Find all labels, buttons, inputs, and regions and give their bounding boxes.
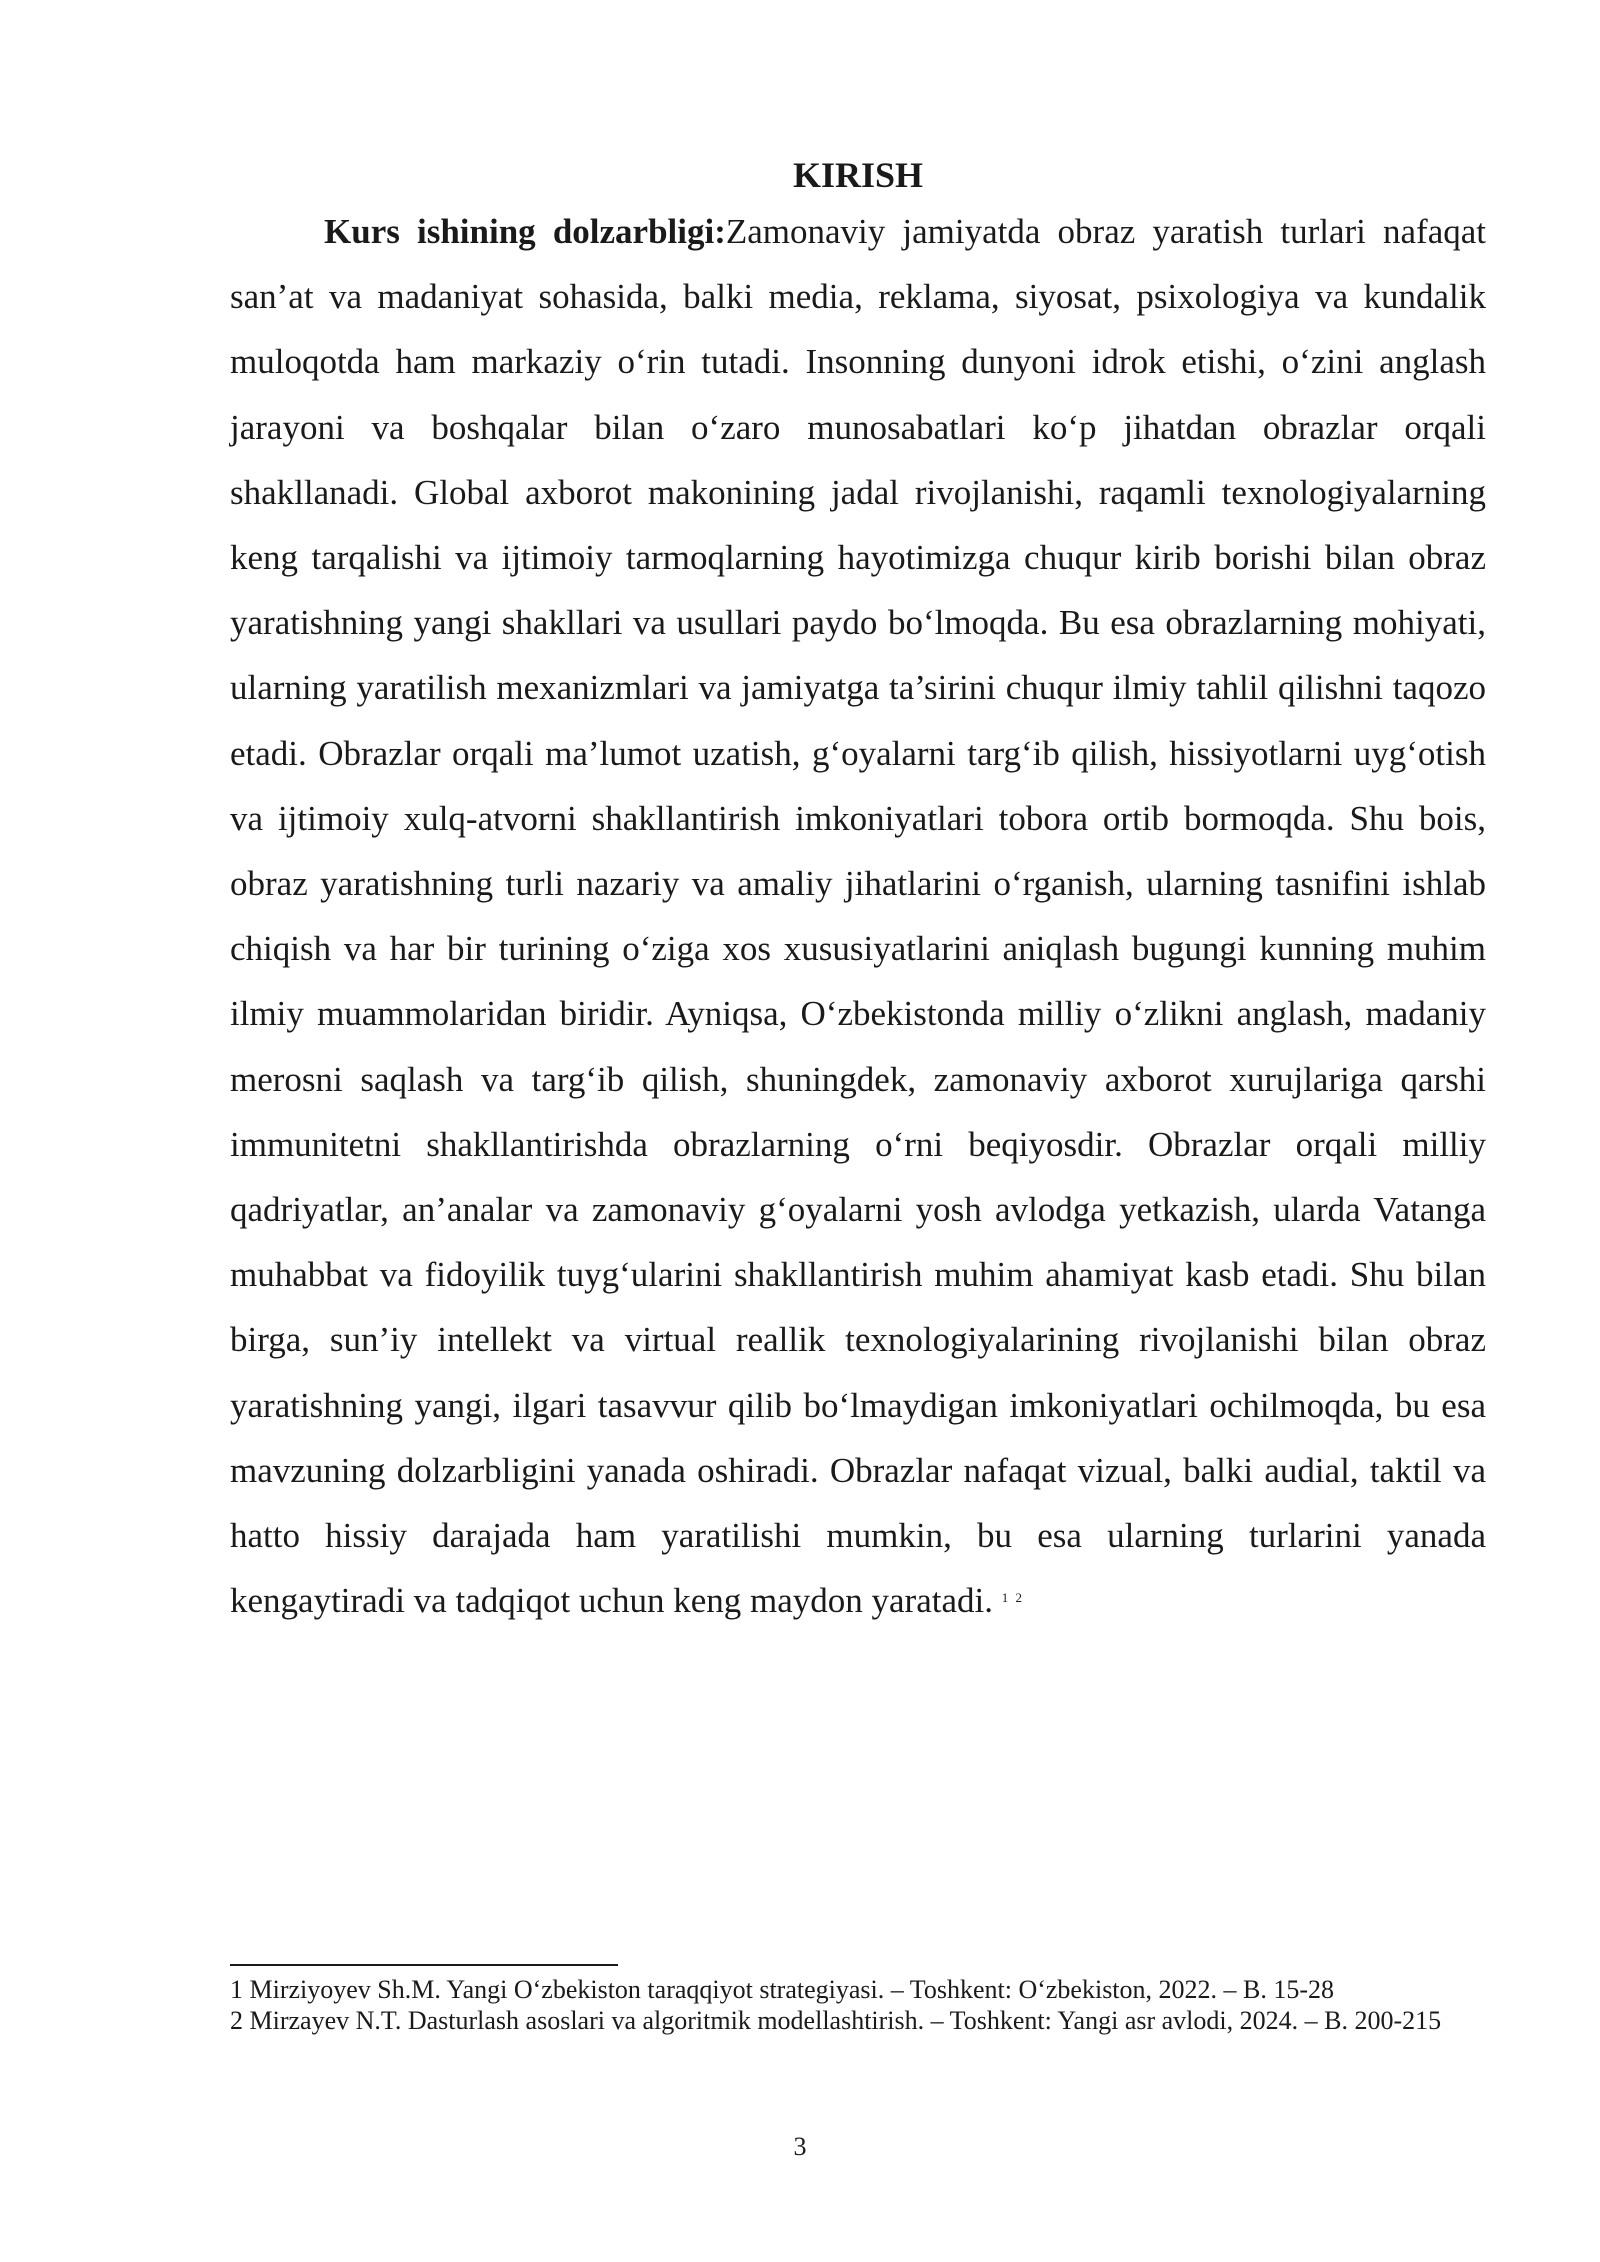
body-text: Zamonaviy jamiyatda obraz yaratish turlari nafaqat san’at va madaniyat sohasida, balki media, reklama, siyosat, psixologiya va kundalik muloqotda ham markaziy o‘rin tutadi. Insonning dunyoni idrok etishi, o‘zini anglash jarayoni va boshqalar bilan o‘zaro munosabatlari ko‘p jihatdan obrazlar orqali shakllanadi. Global axborot makonining jadal rivojlanishi, raqamli texnologiyalarning keng tarqalishi va ijtimoiy tarmoqlarning hayotimizga chuqur kirib borishi bilan obraz yaratishning yangi shakllari va usullari paydo bo‘lmoqda. Bu esa obrazlarning mohiyati, ularning yaratilish mexanizmlari va jamiyatga ta’sirini chuqur ilmiy tahlil qilishni taqozo etadi. Obrazlar orqali ma’lumot uzatish, g‘oyalarni targ‘ib qilish, hissiyotlarni uyg‘otish va ijtimoiy xulq-atvorni shakllantirish imkoniyatlari tobora ortib bormoqda. Shu bois, obraz yaratishning turli nazariy va amaliy jihatlarini o‘rganish, ularning tasnifini ishlab chiqish va har bir turining o‘ziga xos xususiyatlarini aniqlash bugungi kunning muhim ilmiy muammolaridan biridir. Ayniqsa, O‘zbekistonda milliy o‘zlikni anglash, madaniy merosni saqlash va targ‘ib qilish, shuningdek, zamonaviy axborot xurujlariga qarshi immunitetni shakllantirishda obrazlarning o‘rni beqiyosdir. Obrazlar orqali milliy qadriyatlar, an’analar va zamonaviy g‘oyalarni yosh avlodga yetkazish, ularda Vatanga muhabbat va fidoyilik tuyg‘ularini shakllantirish muhim ahamiyat kasb etadi. Shu bilan birga, sun’iy intellekt va virtual reallik texnologiyalarining rivojlanishi bilan obraz yaratishning yangi, ilgari tasavvur qilib bo‘lmaydigan imkoniyatlari ochilmoqda, bu esa mavzuning dolzarbligini yanada oshiradi. Obrazlar nafaqat vizual, balki audial, taktil va hatto hissiy darajada ham yaratilishi mumkin, bu esa ularning turlarini yanada kengaytiradi va tadqiqot uchun keng maydon yaratadi.: [230, 212, 1486, 1621]
footnote-2: 2 Mirzayev N.T. Dasturlash asoslari va algoritmik modellashtirish. – Toshkent: Yangi asr avlodi, 2024. – B. 200-215: [230, 2006, 1442, 2035]
footnotes-list: [230, 1974, 1470, 2036]
footnote-separator: [230, 1964, 618, 1966]
footnote-1: 1 Mirziyoyev Sh.M. Yangi O‘zbekiston taraqqiyot strategiyasi. – Toshkent: O‘zbekiston, 2022. – B. 15-28: [230, 1975, 1335, 2004]
footnote-references: 1 2: [1001, 1590, 1024, 1606]
lead-phrase: Kurs ishining dolzarbligi:: [324, 212, 726, 251]
page-number: 3: [793, 2132, 807, 2161]
section-heading: KIRISH: [792, 155, 924, 195]
body-paragraph: [230, 199, 1486, 1633]
